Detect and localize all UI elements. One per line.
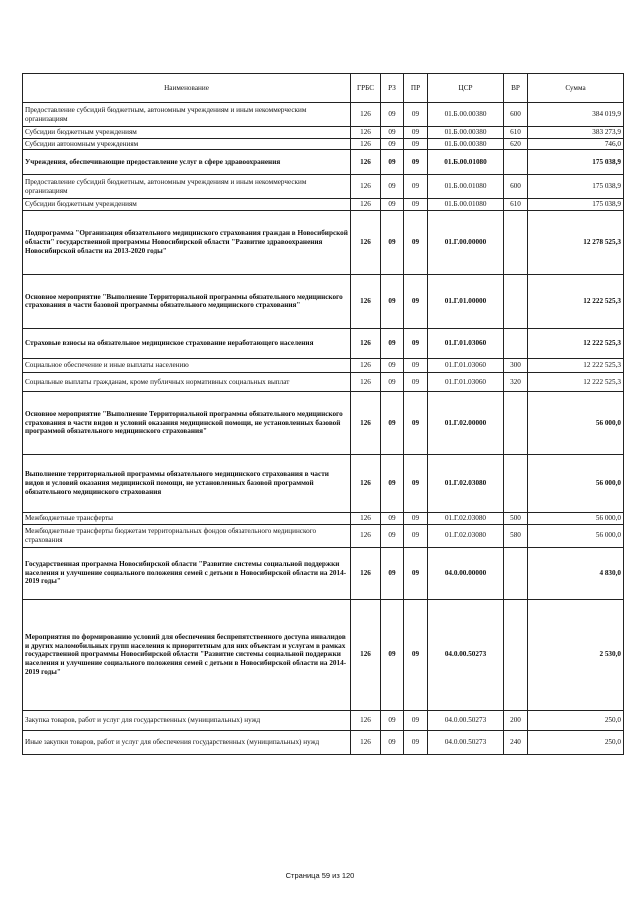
cell-vr: 600 [504, 103, 528, 127]
cell-rz: 09 [381, 328, 404, 358]
cell-csr: 04.0.00.50273 [428, 599, 504, 710]
cell-grbs: 126 [351, 274, 381, 328]
cell-grbs: 126 [351, 391, 381, 454]
cell-grbs: 126 [351, 372, 381, 391]
cell-grbs: 126 [351, 175, 381, 199]
header-name: Наименование [23, 74, 351, 103]
budget-table [22, 73, 624, 755]
table-row [23, 730, 624, 754]
cell-name: Субсидии бюджетным учреждениям [23, 199, 351, 211]
cell-vr [504, 328, 528, 358]
cell-vr: 500 [504, 512, 528, 524]
cell-sum: 175 038,9 [528, 150, 624, 175]
cell-csr: 01.Г.01.03060 [428, 328, 504, 358]
cell-csr: 04.0.00.00000 [428, 547, 504, 599]
cell-rz: 09 [381, 210, 404, 274]
cell-name: Предоставление субсидий бюджетным, автономным учреждениям и иным некоммерческим организациям [23, 175, 351, 199]
cell-pr: 09 [404, 599, 428, 710]
cell-pr: 09 [404, 547, 428, 599]
cell-vr [504, 599, 528, 710]
table-row [23, 138, 624, 150]
cell-vr: 580 [504, 524, 528, 547]
header-grbs: ГРБС [351, 74, 381, 103]
cell-sum: 2 530,0 [528, 599, 624, 710]
cell-sum: 250,0 [528, 710, 624, 730]
cell-pr: 09 [404, 150, 428, 175]
cell-vr: 600 [504, 175, 528, 199]
cell-sum: 384 019,9 [528, 103, 624, 127]
cell-rz: 09 [381, 512, 404, 524]
cell-name: Основное мероприятие "Выполнение Территориальной программы обязательного медицинского страхования в части базовой программы обязательного медицинского страхования" [23, 274, 351, 328]
cell-sum: 4 830,0 [528, 547, 624, 599]
cell-pr: 09 [404, 372, 428, 391]
table-row [23, 274, 624, 328]
table-row [23, 524, 624, 547]
cell-csr: 04.0.00.50273 [428, 710, 504, 730]
cell-name: Мероприятия по формированию условий для обеспечения беспрепятственного доступа инвалидов и других маломобильных групп населения к приоритетным для них объектам и услугам в рамках государственной программы Новосибирской области "Развитие системы социальной поддержки населения и улучшение социального положения семей с детьми в Новосибирской области на 2014-2019 годы" [23, 599, 351, 710]
table-body [23, 103, 624, 755]
cell-csr: 01.Б.00.01080 [428, 150, 504, 175]
cell-vr [504, 547, 528, 599]
cell-sum: 56 000,0 [528, 391, 624, 454]
cell-sum: 175 038,9 [528, 199, 624, 211]
cell-csr: 01.Б.00.01080 [428, 199, 504, 211]
cell-name: Субсидии автономным учреждениям [23, 138, 351, 150]
cell-sum: 250,0 [528, 730, 624, 754]
cell-rz: 09 [381, 150, 404, 175]
cell-name: Выполнение территориальной программы обязательного медицинского страхования в части видов и условий оказания медицинской помощи, не установленных базовой программой обязательного медицинского страхования [23, 454, 351, 512]
cell-vr [504, 150, 528, 175]
cell-sum: 746,0 [528, 138, 624, 150]
cell-pr: 09 [404, 454, 428, 512]
cell-sum: 56 000,0 [528, 454, 624, 512]
cell-csr: 01.Г.01.03060 [428, 372, 504, 391]
cell-csr: 01.Г.02.03080 [428, 524, 504, 547]
cell-csr: 01.Г.02.03080 [428, 454, 504, 512]
cell-csr: 04.0.00.50273 [428, 730, 504, 754]
cell-vr: 240 [504, 730, 528, 754]
cell-sum: 12 222 525,3 [528, 372, 624, 391]
table-row [23, 328, 624, 358]
cell-name: Субсидии бюджетным учреждениям [23, 127, 351, 139]
cell-grbs: 126 [351, 599, 381, 710]
cell-name: Государственная программа Новосибирской области "Развитие системы социальной поддержки населения и улучшение социального положения семей с детьми в Новосибирской области на 2014-2019 годы" [23, 547, 351, 599]
cell-grbs: 126 [351, 103, 381, 127]
cell-grbs: 126 [351, 150, 381, 175]
cell-grbs: 126 [351, 138, 381, 150]
cell-pr: 09 [404, 274, 428, 328]
cell-csr: 01.Г.00.00000 [428, 210, 504, 274]
table-row [23, 358, 624, 372]
cell-grbs: 126 [351, 210, 381, 274]
cell-sum: 56 000,0 [528, 512, 624, 524]
cell-vr: 320 [504, 372, 528, 391]
cell-rz: 09 [381, 710, 404, 730]
header-pr: ПР [404, 74, 428, 103]
cell-name: Основное мероприятие "Выполнение Территориальной программы обязательного медицинского страхования в части видов и условий оказания медицинской помощи, не установленных базовой программой обязательного медицинского страхования" [23, 391, 351, 454]
cell-sum: 56 000,0 [528, 524, 624, 547]
table-row [23, 372, 624, 391]
table-row [23, 127, 624, 139]
cell-grbs: 126 [351, 328, 381, 358]
cell-pr: 09 [404, 358, 428, 372]
cell-csr: 01.Б.00.00380 [428, 138, 504, 150]
cell-pr: 09 [404, 730, 428, 754]
cell-rz: 09 [381, 199, 404, 211]
cell-pr: 09 [404, 524, 428, 547]
cell-rz: 09 [381, 547, 404, 599]
cell-rz: 09 [381, 599, 404, 710]
table-row [23, 199, 624, 211]
table-row [23, 454, 624, 512]
cell-rz: 09 [381, 138, 404, 150]
cell-rz: 09 [381, 358, 404, 372]
cell-vr: 620 [504, 138, 528, 150]
cell-pr: 09 [404, 175, 428, 199]
cell-rz: 09 [381, 524, 404, 547]
cell-csr: 01.Г.01.00000 [428, 274, 504, 328]
header-rz: РЗ [381, 74, 404, 103]
cell-sum: 175 038,9 [528, 175, 624, 199]
table-row [23, 710, 624, 730]
cell-pr: 09 [404, 710, 428, 730]
cell-name: Учреждения, обеспечивающие предоставление услуг в сфере здравоохранения [23, 150, 351, 175]
cell-vr [504, 391, 528, 454]
cell-sum: 12 222 525,3 [528, 274, 624, 328]
cell-pr: 09 [404, 512, 428, 524]
table-row [23, 391, 624, 454]
cell-grbs: 126 [351, 454, 381, 512]
cell-csr: 01.Б.00.00380 [428, 103, 504, 127]
cell-sum: 12 278 525,3 [528, 210, 624, 274]
table-row [23, 210, 624, 274]
cell-vr [504, 454, 528, 512]
cell-rz: 09 [381, 103, 404, 127]
table-row [23, 512, 624, 524]
cell-grbs: 126 [351, 358, 381, 372]
cell-pr: 09 [404, 138, 428, 150]
cell-pr: 09 [404, 199, 428, 211]
cell-grbs: 126 [351, 127, 381, 139]
cell-csr: 01.Б.00.01080 [428, 175, 504, 199]
cell-sum: 12 222 525,3 [528, 358, 624, 372]
cell-csr: 01.Б.00.00380 [428, 127, 504, 139]
cell-rz: 09 [381, 391, 404, 454]
cell-grbs: 126 [351, 547, 381, 599]
cell-name: Подпрограмма "Организация обязательного медицинского страхования граждан в Новосибирской области" государственной программы Новосибирской области "Развитие здравоохранения Новосибирской области на 2013-2020 годы" [23, 210, 351, 274]
table-row [23, 150, 624, 175]
cell-grbs: 126 [351, 524, 381, 547]
cell-csr: 01.Г.01.03060 [428, 358, 504, 372]
cell-sum: 383 273,9 [528, 127, 624, 139]
cell-pr: 09 [404, 127, 428, 139]
cell-vr: 610 [504, 127, 528, 139]
cell-pr: 09 [404, 210, 428, 274]
cell-name: Социальные выплаты гражданам, кроме публичных нормативных социальных выплат [23, 372, 351, 391]
table-row [23, 599, 624, 710]
cell-name: Социальное обеспечение и иные выплаты населению [23, 358, 351, 372]
cell-vr: 610 [504, 199, 528, 211]
cell-grbs: 126 [351, 730, 381, 754]
header-csr: ЦСР [428, 74, 504, 103]
header-vr: ВР [504, 74, 528, 103]
cell-vr: 300 [504, 358, 528, 372]
cell-name: Иные закупки товаров, работ и услуг для обеспечения государственных (муниципальных) нужд [23, 730, 351, 754]
cell-grbs: 126 [351, 512, 381, 524]
cell-rz: 09 [381, 127, 404, 139]
cell-csr: 01.Г.02.00000 [428, 391, 504, 454]
cell-name: Межбюджетные трансферты [23, 512, 351, 524]
table-row [23, 103, 624, 127]
cell-grbs: 126 [351, 199, 381, 211]
table-row [23, 175, 624, 199]
page-number: Страница 59 из 120 [285, 871, 355, 880]
cell-rz: 09 [381, 274, 404, 328]
cell-vr [504, 274, 528, 328]
cell-rz: 09 [381, 730, 404, 754]
cell-csr: 01.Г.02.03080 [428, 512, 504, 524]
cell-rz: 09 [381, 372, 404, 391]
cell-vr [504, 210, 528, 274]
cell-pr: 09 [404, 103, 428, 127]
header-sum: Сумма [528, 74, 624, 103]
cell-name: Предоставление субсидий бюджетным, автономным учреждениям и иным некоммерческим организациям [23, 103, 351, 127]
table-row [23, 547, 624, 599]
cell-grbs: 126 [351, 710, 381, 730]
cell-name: Межбюджетные трансферты бюджетам территориальных фондов обязательного медицинского страхования [23, 524, 351, 547]
cell-sum: 12 222 525,3 [528, 328, 624, 358]
cell-rz: 09 [381, 454, 404, 512]
cell-name: Закупка товаров, работ и услуг для государственных (муниципальных) нужд [23, 710, 351, 730]
table-header-row [23, 74, 624, 103]
cell-pr: 09 [404, 391, 428, 454]
cell-name: Страховые взносы на обязательное медицинское страхование неработающего населения [23, 328, 351, 358]
cell-pr: 09 [404, 328, 428, 358]
cell-vr: 200 [504, 710, 528, 730]
cell-rz: 09 [381, 175, 404, 199]
